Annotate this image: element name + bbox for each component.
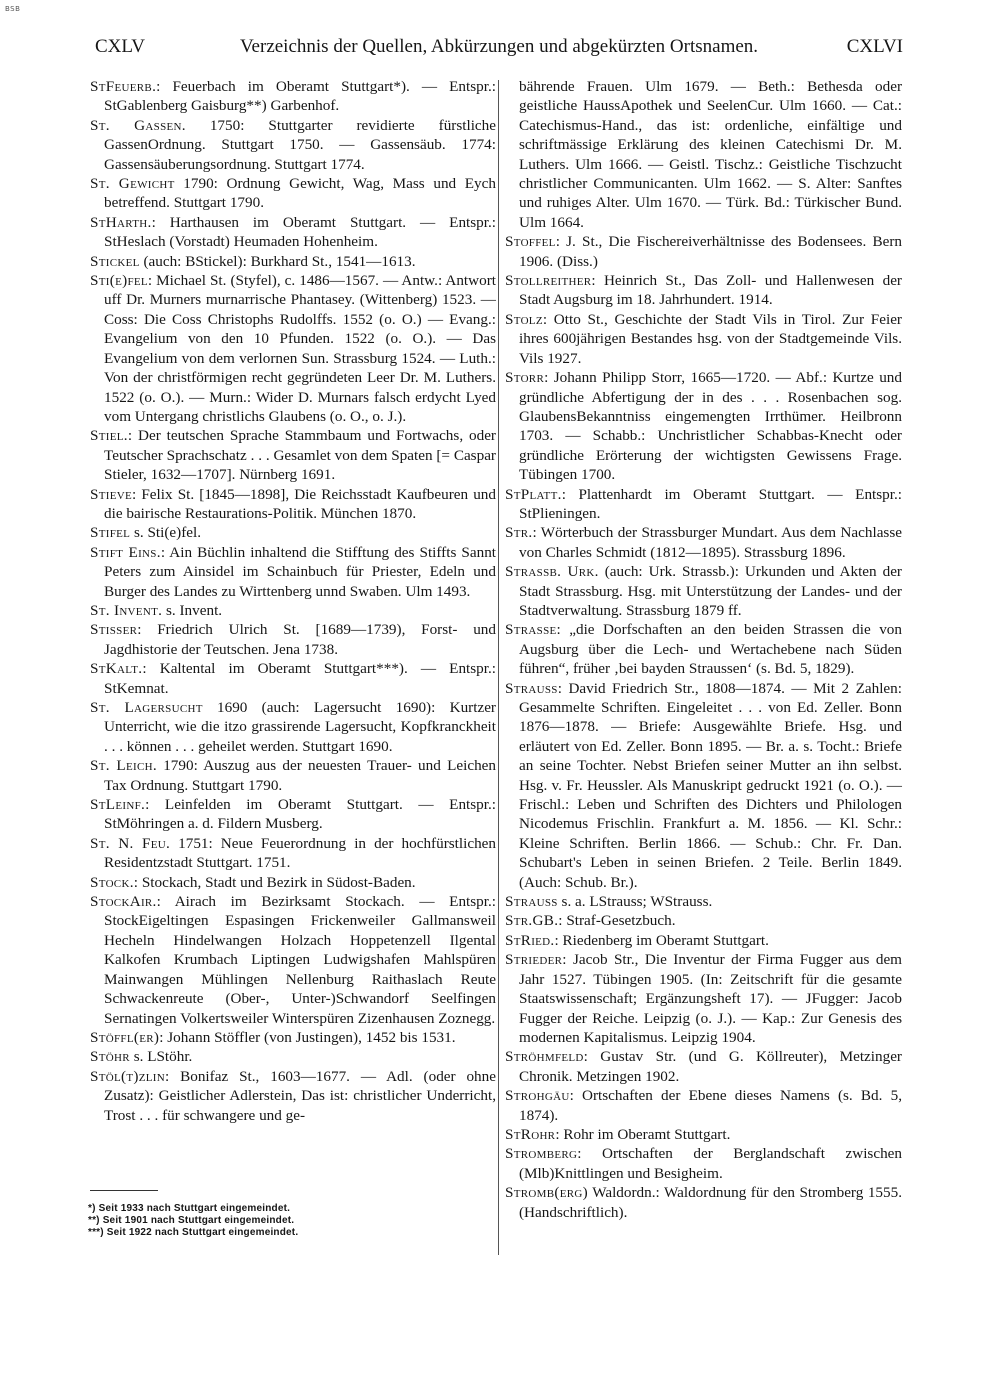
dictionary-entry — [90, 1067, 496, 1125]
dictionary-entry — [90, 1047, 496, 1066]
dictionary-entry — [505, 310, 902, 368]
dictionary-entry — [90, 756, 496, 795]
dictionary-entry — [505, 1047, 902, 1086]
entry-text: : Leinfelden im Oberamt Stuttgart. — Entspr.: StMöhringen a. d. Fildern Musberg. — [104, 796, 496, 833]
entry-lemma: StHarth. — [90, 213, 152, 231]
dictionary-entry — [90, 485, 496, 524]
dictionary-entry — [505, 1086, 902, 1125]
entry-text: : Stockach, Stadt und Bezirk in Südost-Baden. — [133, 873, 416, 891]
entry-lemma: St. Leich. — [90, 757, 157, 775]
entry-text: : Ain Büchlin inhaltend die Stifftung des Stiffts Sannt Peters zum Ainsidel im Schainbuch für Priester, Edeln und Burger des Landes zu Wirttenberg unnd Swaben. Ulm 1493. — [104, 543, 497, 600]
entry-lemma: Strassb. Urk. — [505, 563, 599, 581]
entry-lemma: Stift Eins. — [90, 543, 161, 561]
entry-lemma: StRied. — [505, 931, 555, 949]
dictionary-entry — [90, 892, 496, 1028]
entry-text: : Rohr im Oberamt Stuttgart. — [555, 1125, 731, 1143]
entry-lemma: StockAir. — [90, 893, 157, 911]
entry-lemma: St. N. Feu. — [90, 834, 171, 852]
dictionary-entry — [90, 213, 496, 252]
entry-lemma: Stisser — [90, 621, 138, 639]
entry-lemma: Stollreither — [505, 272, 592, 290]
dictionary-entry — [505, 1183, 902, 1222]
entry-text: 1751: Neue Feuerordnung in der hochfürstlichen Residentzstadt Stuttgart. 1751. — [104, 834, 497, 872]
dictionary-entry — [505, 931, 902, 950]
entry-lemma: St. Gassen. — [90, 116, 186, 134]
entry-text: : Wörterbuch der Strassburger Mundart. Aus dem Nachlasse von Charles Schmidt (1812—1895). Strassburg 1896. — [519, 524, 902, 561]
entry-text: s. LStöhr. — [129, 1048, 193, 1066]
entry-lemma: Stöhr — [90, 1048, 130, 1066]
library-stamp: BSB — [5, 5, 21, 13]
entry-text: (auch: BStickel): Burkhard St., 1541—1613. — [139, 252, 416, 270]
left-column — [90, 77, 496, 1125]
dictionary-entry — [505, 485, 902, 524]
entry-text: : David Friedrich Str., 1808—1874. — Mit 2 Zahlen: Gesammelte Schriften. Eingeleitet . . . von Ed. Zeller. Bonn 1876—1878. — Briefe: Ausgewählte Briefe. Hsg. und erläutert von Ed. Zeller. Bonn 1895. — Br. a. s. Tocht.: Briefe an seine Tochter. Nebst Briefen seiner Mutter an ihn selbst. Hsg. v. Fr. Heussler. Als Manuskript gedruckt 1921 (o. O.). — Frischl.: Leben und Schriften des Dichters und Philologen Nicodemus Frischlin. Frankfurt a. M. 1856. — Kl. Schr.: Kleine Schriften. Berlin 1866. — Schub.: Chr. Fr. Dan. Schubart's Leben in seinen Briefen. 2 Teile. Berlin 1849. (Auch: Schub. Br.). — [519, 679, 902, 891]
entry-lemma: Strohgäu — [505, 1087, 570, 1105]
dictionary-entry — [90, 873, 496, 892]
dictionary-entry — [90, 523, 496, 542]
entry-text: : J. St., Die Fischereiverhältnisse des Bodensees. Bern 1906. (Diss.) — [519, 233, 902, 270]
dictionary-entry — [90, 795, 496, 834]
dictionary-entry — [90, 174, 496, 213]
entry-text: 1790: Ordnung Gewicht, Wag, Mass und Eych betreffend. Stuttgart 1790. — [104, 175, 496, 212]
entry-text: 1790: Auszug aus der neuesten Trauer- und Leichen Tax Ordnung. Stuttgart 1790. — [104, 757, 496, 794]
entry-text: : Heinrich St., Das Zoll- und Hallenwesen der Stadt Augsburg im 18. Jahrhundert. 1914. — [519, 272, 902, 309]
dictionary-entry — [90, 834, 496, 873]
dictionary-entry — [505, 232, 902, 271]
entry-lemma: Str.GB. — [505, 912, 559, 930]
entry-text: s. Sti(e)fel. — [130, 524, 202, 542]
dictionary-entry — [505, 620, 902, 678]
dictionary-entry — [90, 620, 496, 659]
dictionary-entry — [505, 1125, 902, 1144]
entry-text: : Bonifaz St., 1603—1677. — Adl. (oder ohne Zusatz): Geistlicher Adlerstein, Das ist: christlicher Underricht, Trost . . . für schwangere und ge- — [104, 1067, 496, 1124]
entry-lemma: Storr — [505, 369, 545, 387]
dictionary-entry — [505, 892, 902, 911]
dictionary-entry — [90, 252, 496, 271]
footnote: **) Seit 1901 nach Stuttgart eingemeindet. — [88, 1215, 295, 1226]
entry-text: s. a. LStrauss; WStrauss. — [557, 893, 713, 911]
dictionary-entry — [505, 679, 902, 892]
entry-text: : Feuerbach im Oberamt Stuttgart*). — Entspr.: StGablenberg Gaisburg**) Garbenhof. — [104, 78, 496, 115]
dictionary-entry — [505, 950, 902, 1047]
entry-lemma: Sti(e)fel — [90, 272, 148, 290]
dictionary-entry — [90, 116, 496, 174]
column-divider — [498, 80, 499, 1255]
page-number-left: CXLV — [95, 36, 145, 57]
entry-text: : Otto St., Geschichte der Stadt Vils in Tirol. Zur Feier ihres 600jährigen Bestandes hsg. von der Stadtgemeinde Vils. Vils 1927. — [519, 310, 902, 367]
entry-text: : Straf-Gesetzbuch. — [558, 912, 676, 930]
dictionary-entry — [505, 271, 902, 310]
entry-lemma: Stoffel — [505, 233, 556, 251]
entry-lemma: Stöl(t)zlin — [90, 1067, 166, 1085]
entry-lemma: Strauss — [505, 679, 558, 697]
footnote: ***) Seit 1922 nach Stuttgart eingemeindet. — [88, 1227, 299, 1238]
entry-lemma: Stickel — [90, 252, 140, 270]
entry-text: Waldordn.: Waldordnung für den Stromberg 1555. (Handschriftlich). — [519, 1184, 902, 1221]
entry-lemma: Stifel — [90, 524, 131, 542]
dictionary-entry — [90, 659, 496, 698]
page-number-right: CXLVI — [846, 36, 903, 57]
dictionary-entry — [505, 368, 902, 484]
entry-text: : Riedenberg im Oberamt Stuttgart. — [554, 931, 769, 949]
entry-lemma: Stieve — [90, 485, 133, 503]
entry-lemma: Str. — [505, 524, 533, 542]
entry-lemma: St. Lagersucht — [90, 699, 203, 716]
dictionary-entry — [505, 1144, 902, 1183]
entry-text: : Johann Philipp Storr, 1665—1720. — Abf.: Kurtze und gründliche Abfertigung der in des . . . Rosenbachen sog. GlaubensBekanntniss eingemengten Irrthümer. Heilbronn 1703. — Schabb.: Unchristlicher Schabbas-Knecht oder gründliche Erörterung der wichtigsten Gewissens Frage. Tübingen 1700. — [519, 369, 902, 484]
entry-lemma: St. Invent. — [90, 601, 163, 619]
entry-lemma: Ströhmfeld — [505, 1048, 584, 1066]
entry-text: (auch: Urk. Strassb.): Urkunden und Akten der Stadt Strassburg. Hsg. mit Unterstützung der Landes- und der Stadtverwaltung. Strassburg 1879 ff. — [519, 563, 902, 619]
page-title: Verzeichnis der Quellen, Abkürzungen und abgekürzten Ortsnamen. — [239, 36, 759, 57]
entry-text: : „die Dorfschaften an den beiden Strassen die von Augsburg über die Lech- und Wertachebene nach Süden führen“, früher ‚bei bayden Straussen‘ (s. Bd. 5, 1829). — [519, 621, 902, 678]
dictionary-entry — [90, 426, 496, 484]
dictionary-entry — [90, 1028, 496, 1047]
entry-text: : Airach im Bezirksamt Stockach. — Entspr.: StockEigeltingen Espasingen Frickenweiler Gallmansweil Hecheln Hindelwangen Holzach Hoppetenzell Ilgental Kalkofen Krumbach Liptingen Ludwigshafen Mahlspüren Mainwangen Mühlingen Nellenburg Raithaslach Reute Schwackenreute (Ober-, Unter-)Schwandorf Seelfingen Sernatingen Volkertsweiler Winterspüren Zizenhausen Zoznegg. — [104, 893, 496, 1027]
entry-lemma: St. Gewicht — [90, 175, 175, 193]
entry-lemma: Stolz — [505, 310, 543, 328]
entry-text: : Gustav Str. (und G. Köllreuter), Metzinger Chronik. Metzingen 1902. — [519, 1048, 902, 1085]
entry-lemma: Strasse — [505, 621, 557, 639]
entry-text: : Kaltental im Oberamt Stuttgart***). — Entspr.: StKemnat. — [104, 660, 496, 697]
entry-lemma: StFeuerb. — [90, 78, 157, 95]
entry-text: bährende Frauen. Ulm 1679. — Beth.: Bethesda oder geistliche HaussApothek und SeelenCur. Ulm 1660. — Cat.: Catechismus-Hand., das ist: ordenliche, einfältige und schriftmässige Erklärung des kleinen Catechismi Dr. M. Luthers. Ulm 1666. — Geistl. Tischz.: Geistliche Tischzucht christlicher Communicanten. Ulm 1662. — S. Alter: Sanftes und ruhiges Alter. Ulm 1670. — Türk. Bd.: Türkischer Bund. Ulm 1664. — [519, 78, 902, 231]
entry-text: : Johann Stöffler (von Justingen), 1452 bis 1531. — [159, 1028, 456, 1046]
entry-lemma: Stiel. — [90, 427, 128, 445]
entry-text: : Felix St. [1845—1898], Die Reichsstadt Kaufbeuren und die bairische Restaurations-Politik. München 1870. — [104, 485, 496, 522]
entry-lemma: Stöffl(er) — [90, 1028, 160, 1046]
entry-text: : Jacob Str., Die Inventur der Firma Fugger aus dem Jahr 1527. Tübingen 1905. (In: Zeitschrift für die gesamte Staatswissenschaft; Ergänzungsheft 17). — JFugger: Jacob Fugger der Reiche. Leipzig (o. J.). — Kap.: Zur Genesis des modernen Kapitalismus. Leipzig 1904. — [519, 951, 902, 1046]
dictionary-entry — [90, 271, 496, 426]
dictionary-entry — [90, 698, 496, 756]
dictionary-entry — [505, 911, 902, 930]
entry-lemma: StLeinf. — [90, 796, 146, 814]
footnotes — [88, 1203, 488, 1239]
entry-text: : Friedrich Ulrich St. [1689—1739), Forst- und Jagdhistorie der Teutschen. Jena 1738. — [104, 621, 496, 658]
dictionary-entry — [505, 523, 902, 562]
entry-text: 1690 (auch: Lagersucht 1690): Kurtzer Unterricht, wie die itzo grassirende Lagersucht, Kopfkranckheit . . . können . . . geheilet werden. Stuttgart 1690. — [104, 699, 496, 755]
entry-lemma: StKalt. — [90, 660, 143, 678]
entry-lemma: Stromb(erg) — [505, 1184, 588, 1202]
entry-lemma: Stromberg — [505, 1145, 578, 1163]
entry-lemma: StRohr — [505, 1125, 556, 1143]
dictionary-entry — [505, 77, 902, 232]
entry-text: : Der teutschen Sprache Stammbaum und Fortwachs, oder Teutscher Sprachschatz . . . Gesamlet von dem Spaten [= Caspar Stieler, 1632—1707]. Nürnberg 1691. — [104, 427, 496, 484]
page-header — [95, 36, 903, 60]
entry-text: 1750: Stuttgarter revidierte fürstliche GassenOrdnung. Stuttgart 1750. — Gassensäub. 1774: Gassensäuberungsordnung. Stuttgart 1774. — [104, 116, 497, 173]
footnote-divider — [90, 1190, 158, 1191]
right-column — [505, 77, 902, 1222]
entry-text: : Plattenhardt im Oberamt Stuttgart. — Entspr.: StPlieningen. — [519, 485, 902, 522]
entry-lemma: StPlatt. — [505, 485, 562, 503]
entry-text: : Michael St. (Styfel), c. 1486—1567. — Antw.: Antwort uff Dr. Murners murnarrische Phantasey. (Wittenberg) 1523. — Coss: Die Coss Christophs Rudolffs. 1552 (o. O.) — Evang.: Evangelium von den 10 Pfunden. 1522 (o. O.). — Das Evangelium von dem verlornen Sun. Strassburg 1524. — Luth.: Von der christförmigen recht gegründeten Leer Dr. M. Luthers. 1522 (o. O.). — Murn.: Wider D. Murnars falsch erdycht Lyed vom Untergang christlichs Glaubens (o. O., o. J.). — [104, 272, 496, 425]
dictionary-entry — [90, 543, 496, 601]
footnote: *) Seit 1933 nach Stuttgart eingemeindet. — [88, 1203, 291, 1214]
dictionary-entry — [90, 77, 496, 116]
entry-lemma: Stock. — [90, 873, 134, 891]
entry-text: : Harthausen im Oberamt Stuttgart. — Entspr.: StHeslach (Vorstadt) Heumaden Hohenheim. — [104, 213, 496, 251]
entry-lemma: Strieder — [505, 951, 563, 969]
entry-lemma: Strauss — [505, 893, 558, 911]
entry-text: : Ortschaften der Ebene dieses Namens (s. Bd. 5, 1874). — [519, 1087, 902, 1124]
entry-text: s. Invent. — [162, 601, 223, 619]
entry-text: : Ortschaften der Berglandschaft zwischen (Mlb)Knittlingen und Besigheim. — [519, 1145, 902, 1182]
dictionary-entry — [505, 562, 902, 620]
dictionary-entry — [90, 601, 496, 620]
